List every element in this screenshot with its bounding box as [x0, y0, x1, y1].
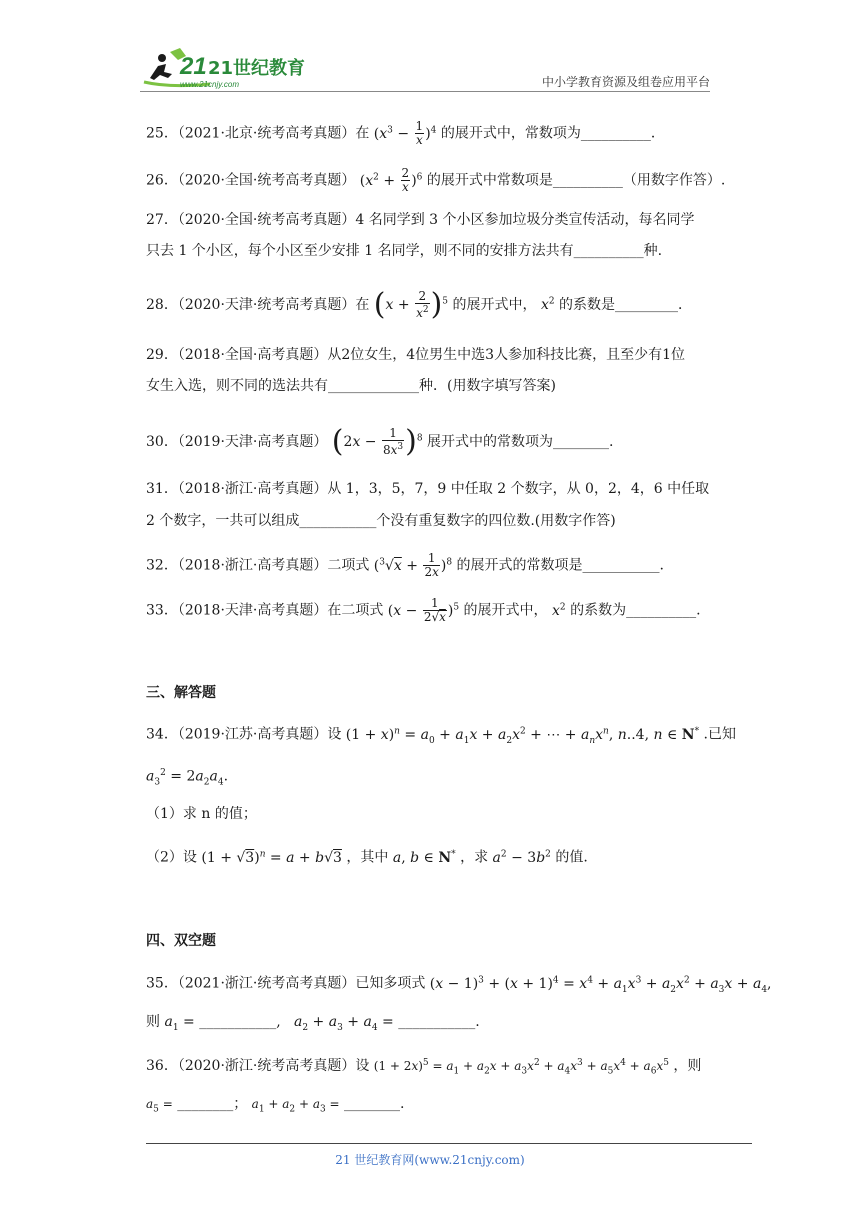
q30-formula: (2x − $\frac{1}{8x^3}$ )$^8$ — [331, 424, 423, 459]
q36-prefix: 36．（2020·浙江·统考高考真题）设 — [146, 1058, 370, 1074]
question-33 — [146, 597, 716, 624]
question-27-line1: 27．（2020·全国·统考高考真题）4 名同学到 3 个小区参加垃圾分类宣传活动，每名同学 — [146, 212, 695, 228]
question-29-line1: 29．（2018·全国·高考真题）从2位女生，4位男生中选3人参加科技比赛，且至少有1位 — [146, 347, 685, 363]
q28-prefix: 28．（2020·天津·统考高考真题）在 — [146, 297, 370, 313]
q25-formula: ($x^3$ − $\frac{1}{x}$ )$^4$ — [373, 119, 437, 148]
q32-formula: ($^3$√x + $\frac{1}{2x}$ )$^8$ — [373, 551, 453, 580]
question-25 — [146, 120, 716, 147]
q35-blank-1[interactable]: ___________ — [199, 1014, 277, 1030]
q33-mid: 的展开式中， — [463, 602, 548, 619]
q28-term: $x^2$ — [540, 296, 555, 313]
q28-mid: 的展开式中， — [452, 297, 537, 313]
q35-line2-prefix: 则 — [146, 1014, 160, 1030]
header-tagline: 中小学教育资源及组卷应用平台 — [541, 75, 710, 89]
q26-formula: ($x^2$ + $\frac{2}{x}$ )$^6$ — [359, 166, 423, 195]
q35-blank-2[interactable]: ___________. — [398, 1014, 480, 1030]
question-30 — [146, 424, 716, 459]
section-3-title: 三、解答题 — [146, 685, 216, 701]
footer-divider — [146, 1143, 752, 1144]
q34-part2 — [146, 844, 716, 868]
question-27-line2: 只去 1 个小区，每个小区至少安排 1 名同学，则不同的安排方法共有__________种. — [146, 243, 663, 259]
q34-part2-expr: $a^2 - 3b^2$ — [492, 849, 551, 866]
q36-suffix: ，则 — [673, 1058, 702, 1074]
q33-term: $x^2$ — [551, 602, 566, 619]
q34-part2-domain: a, b ∈ N* — [392, 849, 456, 866]
q32-prefix: 32．（2018·浙江·高考真题）二项式 — [146, 557, 370, 574]
question-31-line2: 2 个数字，一共可以组成___________个没有重复数字的四位数.(用数字作答) — [146, 513, 616, 529]
q36-formula: $(1 + 2x)^5 = a_1 + a_2x + a_3x^2 + a_4x^3 + a_5x^4 + a_6x^5$ — [373, 1058, 669, 1077]
q30-suffix: 展开式中的常数项为________. — [427, 434, 614, 450]
q35-formula: $(x - 1)^3 + (x + 1)^4 = x^4 + a_1x^3 + a_2x^2 + a_3x + a_4$, — [429, 975, 772, 995]
q36-blank-1[interactable]: ________ — [177, 1096, 234, 1112]
q33-prefix: 33．（2018·天津·高考真题）在二项式 — [146, 602, 384, 619]
svg-text:21: 21 — [180, 53, 207, 80]
q33-suffix: 的系数为__________. — [570, 602, 701, 619]
question-36 — [146, 1053, 716, 1081]
q25-suffix: 的展开式中，常数项为__________． — [440, 125, 665, 142]
logo-text: 21世纪教育 — [208, 58, 306, 79]
q32-suffix: 的展开式的常数项是___________. — [456, 557, 664, 574]
question-29-line2: 女生入选，则不同的选法共有_____________种．(用数字填写答案) — [146, 378, 556, 394]
q33-formula: (x − $\frac{1}{2√x}$ )$^5$ — [387, 596, 460, 625]
q35-answer-line: 则 $a_1$ = ___________, $a_2 + a_3 + a_4$ = ___________. — [146, 1014, 480, 1033]
q34-suffix: .已知 — [703, 726, 736, 743]
q25-prefix: 25．（2021·北京·统考高考真题）在 — [146, 125, 370, 142]
q36-blank-2[interactable]: ________. — [344, 1096, 405, 1112]
q34-part2-mid2: ，求 — [460, 849, 489, 866]
q34-prefix: 34．（2019·江苏·高考真题）设 — [146, 726, 342, 743]
question-31-line1: 31．（2018·浙江·高考真题）从 1，3，5，7，9 中任取 2 个数字，从 0，2，4，6 中任取 — [146, 481, 710, 497]
q34-part2-prefix: （2）设 — [146, 849, 197, 866]
header-divider — [140, 91, 710, 92]
q34-part2-suffix: 的值. — [555, 849, 588, 866]
q28-suffix: 的系数是_________． — [559, 297, 693, 313]
q34-part1: （1）求 n 的值； — [146, 806, 257, 822]
site-logo[interactable] — [140, 44, 310, 90]
q34-part2-mid: ，其中 — [346, 849, 389, 866]
q26-suffix: 的展开式中常数项是__________（用数字作答）. — [426, 172, 726, 189]
q35-prefix: 35．（2021·浙江·统考高考真题）已知多项式 — [146, 975, 426, 992]
question-35 — [146, 970, 772, 999]
q34-condition: $a_3^2 = 2a_2a_4$. — [146, 768, 229, 788]
q26-prefix: 26．（2020·全国·统考高考真题） — [146, 172, 356, 189]
question-26 — [146, 166, 726, 195]
q34-formula: $(1 + x)^n = a_0 + a_1x + a_2x^2$ + ⋯ + $a_nx^n$, n..4, n ∈ N* — [345, 726, 700, 746]
q28-formula: (x + $\frac{2}{x^2}$ )$^5$ — [373, 287, 449, 322]
question-34 — [146, 721, 736, 750]
svg-text:www.21cnjy.com: www.21cnjy.com — [180, 80, 239, 89]
runner-logo-icon — [140, 44, 310, 90]
question-32 — [146, 552, 716, 579]
q34-part2-formula: $(1 + √3)^n = a + b√3$ — [201, 849, 342, 866]
section-4-title: 四、双空题 — [146, 933, 216, 949]
q30-prefix: 30．（2019·天津·高考真题） — [146, 434, 328, 450]
question-28 — [146, 287, 716, 322]
footer-link[interactable]: 21 世纪教育网(www.21cnjy.com) — [335, 1153, 525, 1167]
q36-answer-line: $a_5$ = ________； $a_1 + a_2 + a_3$ = ________. — [146, 1096, 405, 1115]
